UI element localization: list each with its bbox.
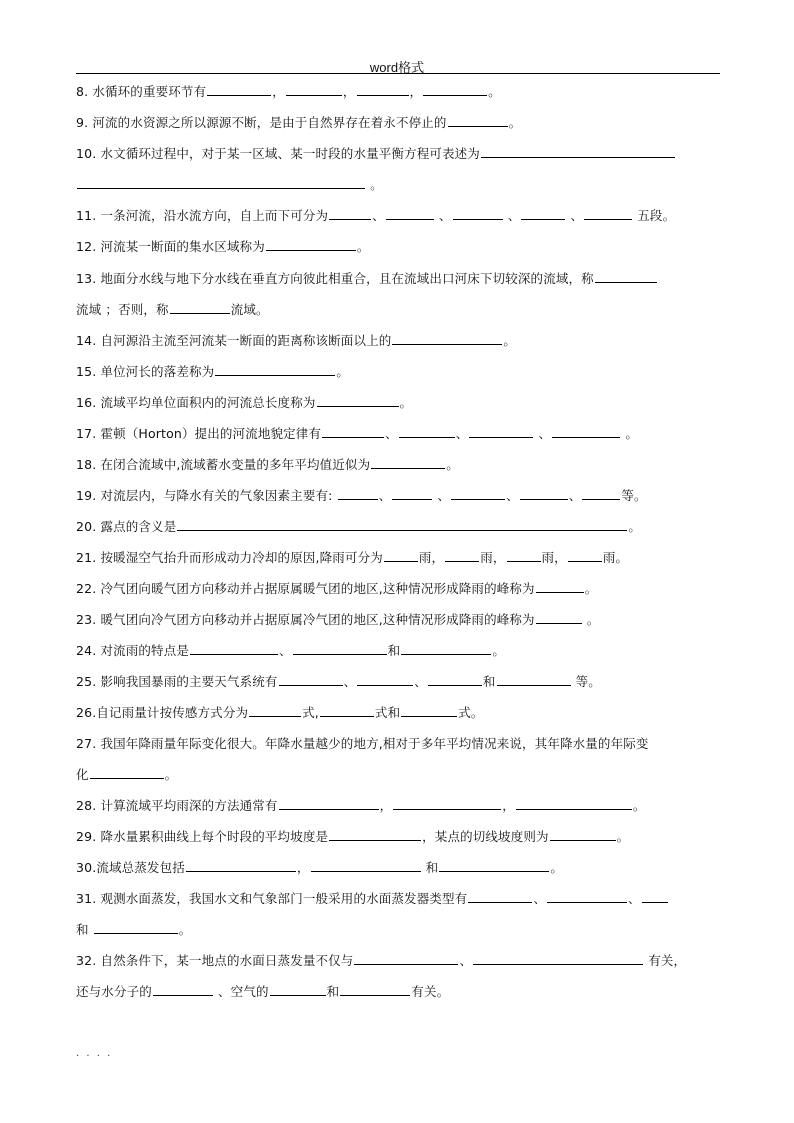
answer-blank[interactable] bbox=[320, 704, 374, 717]
question-text: 、 bbox=[433, 488, 451, 503]
answer-blank[interactable] bbox=[582, 487, 620, 500]
answer-blank[interactable] bbox=[516, 797, 632, 810]
answer-blank[interactable] bbox=[94, 921, 178, 934]
question-text: 雨。 bbox=[602, 550, 629, 565]
answer-blank[interactable] bbox=[329, 207, 371, 220]
question-text: 和 bbox=[387, 643, 401, 658]
answer-blank[interactable] bbox=[481, 145, 675, 158]
question-text: 有关， bbox=[644, 953, 687, 968]
question-text: 21. 按暖湿空气抬升而形成动力冷却的原因,降雨可分为 bbox=[76, 550, 383, 565]
question-line bbox=[76, 673, 720, 691]
question-text: 。 bbox=[503, 333, 517, 348]
question-text: 、 bbox=[627, 891, 641, 906]
question-text: 12. 河流某一断面的集水区域称为 bbox=[76, 239, 265, 254]
answer-blank[interactable] bbox=[153, 983, 213, 996]
question-line bbox=[76, 487, 720, 505]
question-text: ， bbox=[409, 84, 423, 99]
question-text: 32. 自然条件下，某一地点的水面日蒸发量不仅与 bbox=[76, 953, 354, 968]
question-text: 19. 对流层内，与降水有关的气象因素主要有: bbox=[76, 488, 337, 503]
question-text: 、 bbox=[459, 953, 473, 968]
answer-blank[interactable] bbox=[279, 797, 379, 810]
answer-blank[interactable] bbox=[399, 425, 455, 438]
question-text: 10. 水文循环过程中，对于某一区域、某一时段的水量平衡方程可表述为 bbox=[76, 146, 480, 161]
question-text: 30.流域总蒸发包括 bbox=[76, 860, 185, 875]
question-line bbox=[76, 83, 720, 101]
answer-blank[interactable] bbox=[595, 270, 657, 283]
question-line bbox=[76, 332, 720, 350]
answer-blank[interactable] bbox=[451, 487, 505, 500]
answer-blank[interactable] bbox=[357, 673, 413, 686]
question-text: 9. 河流的水资源之所以源源不断，是由于自然界存在着永不停止的 bbox=[76, 115, 447, 130]
answer-blank[interactable] bbox=[186, 859, 296, 872]
question-text: 。 bbox=[399, 395, 413, 410]
answer-blank[interactable] bbox=[354, 952, 458, 965]
answer-blank[interactable] bbox=[393, 797, 501, 810]
answer-blank[interactable] bbox=[423, 83, 487, 96]
question-text: 有关。 bbox=[411, 984, 450, 999]
answer-blank[interactable] bbox=[536, 611, 582, 624]
question-text: 和 bbox=[326, 984, 340, 999]
answer-blank[interactable] bbox=[520, 487, 568, 500]
question-text: 、 bbox=[343, 674, 357, 689]
answer-blank[interactable] bbox=[293, 642, 387, 655]
question-line bbox=[76, 797, 720, 815]
question-text: 14. 自河源沿主流至河流某一断面的距离称该断面以上的 bbox=[76, 333, 392, 348]
question-text: 。 bbox=[550, 860, 563, 875]
question-text: ， bbox=[272, 84, 285, 99]
question-text: 。 bbox=[628, 519, 642, 534]
question-text: 。 bbox=[366, 177, 383, 192]
question-text: 、 bbox=[534, 426, 552, 441]
question-line bbox=[76, 114, 720, 132]
question-text: 式和 bbox=[374, 705, 401, 720]
question-text: 、 bbox=[434, 208, 452, 223]
question-line bbox=[76, 207, 720, 225]
question-text: 、 bbox=[414, 674, 427, 689]
question-line bbox=[76, 642, 720, 660]
answer-blank[interactable] bbox=[270, 983, 326, 996]
question-text: 式。 bbox=[458, 705, 484, 720]
question-text: 17. 霍顿（Horton）提出的河流地貌定律有 bbox=[76, 426, 322, 441]
question-text: 。 bbox=[616, 829, 630, 844]
question-text: 28. 计算流域平均雨深的方法通常有 bbox=[76, 798, 278, 813]
answer-blank[interactable] bbox=[552, 425, 620, 438]
answer-blank[interactable] bbox=[584, 207, 632, 220]
question-text: 22. 冷气团向暖气团方向移动并占据原属暖气团的地区,这种情况形成降雨的峰称为 bbox=[76, 581, 535, 596]
question-line bbox=[76, 766, 720, 784]
question-line bbox=[76, 983, 720, 1001]
answer-blank[interactable] bbox=[469, 425, 533, 438]
answer-blank[interactable] bbox=[392, 332, 502, 345]
answer-blank[interactable] bbox=[453, 207, 503, 220]
question-text: 雨， bbox=[541, 550, 567, 565]
question-line bbox=[76, 735, 720, 753]
answer-blank[interactable] bbox=[317, 394, 399, 407]
answer-blank[interactable] bbox=[507, 549, 541, 562]
question-text: 18. 在闭合流域中,流域蓄水变量的多年平均值近似为 bbox=[76, 457, 371, 472]
question-text: 、 bbox=[506, 488, 519, 503]
question-line bbox=[76, 394, 720, 412]
question-text: ，某点的切线坡度则为 bbox=[422, 829, 549, 844]
question-text: ， bbox=[342, 84, 356, 99]
answer-blank[interactable] bbox=[311, 859, 421, 872]
answer-blank[interactable] bbox=[448, 114, 508, 127]
question-text: 。 bbox=[492, 643, 505, 658]
answer-blank[interactable] bbox=[384, 549, 418, 562]
question-text: 、 bbox=[566, 208, 584, 223]
question-text: 。 bbox=[508, 115, 522, 130]
page-footer-dots: . . . . bbox=[76, 1048, 113, 1059]
answer-blank[interactable] bbox=[550, 828, 616, 841]
answer-blank[interactable] bbox=[536, 580, 584, 593]
question-line bbox=[76, 145, 720, 163]
question-line bbox=[76, 238, 720, 256]
answer-blank[interactable] bbox=[340, 983, 410, 996]
question-text: 。 bbox=[164, 767, 178, 782]
question-line bbox=[76, 890, 720, 908]
answer-blank[interactable] bbox=[547, 890, 627, 903]
answer-blank[interactable] bbox=[90, 766, 164, 779]
header-divider bbox=[76, 73, 720, 74]
question-text: 。 bbox=[632, 798, 646, 813]
page-header-title: word格式 bbox=[369, 60, 425, 75]
answer-blank[interactable] bbox=[642, 890, 668, 903]
question-text: 、 bbox=[385, 426, 398, 441]
answer-blank[interactable] bbox=[473, 952, 643, 965]
question-line bbox=[76, 301, 720, 319]
question-text: 16. 流域平均单位面积内的河流总长度称为 bbox=[76, 395, 316, 410]
question-line bbox=[76, 518, 720, 536]
question-text: 13. 地面分水线与地下分水线在垂直方向彼此相重合，且在流域出口河床下切较深的流域，称 bbox=[76, 271, 594, 286]
question-text: 雨， bbox=[418, 550, 445, 565]
question-text: ， bbox=[379, 798, 393, 813]
question-line bbox=[76, 921, 720, 939]
question-text: 29. 降水量累积曲线上每个时段的平均坡度是 bbox=[76, 829, 329, 844]
answer-blank[interactable] bbox=[177, 518, 627, 531]
question-text: 和 bbox=[76, 922, 93, 937]
question-line bbox=[76, 580, 720, 598]
question-text: 23. 暖气团向冷气团方向移动并占据原属冷气团的地区,这种情况形成降雨的峰称为 bbox=[76, 612, 535, 627]
question-text: 26.自记雨量计按传感方式分为 bbox=[76, 705, 249, 720]
question-text: 24. 对流雨的特点是 bbox=[76, 643, 190, 658]
answer-blank[interactable] bbox=[568, 549, 602, 562]
question-line bbox=[76, 828, 720, 846]
question-text: 、 bbox=[279, 643, 292, 658]
answer-blank[interactable] bbox=[190, 642, 278, 655]
answer-blank[interactable] bbox=[322, 425, 384, 438]
answer-blank[interactable] bbox=[371, 456, 445, 469]
question-text: 还与水分子的 bbox=[76, 984, 152, 999]
question-line bbox=[76, 270, 720, 288]
answer-blank[interactable] bbox=[329, 828, 421, 841]
question-text: 20. 露点的含义是 bbox=[76, 519, 177, 534]
question-text: 。 bbox=[621, 426, 638, 441]
question-text: 。 bbox=[584, 581, 598, 596]
answer-blank[interactable] bbox=[215, 363, 335, 376]
answer-blank[interactable] bbox=[77, 176, 365, 189]
question-text: 流域 ；否则，称 bbox=[76, 302, 169, 317]
answer-blank[interactable] bbox=[401, 704, 457, 717]
question-line bbox=[76, 425, 720, 443]
answer-blank[interactable] bbox=[279, 673, 343, 686]
answer-blank[interactable] bbox=[392, 487, 432, 500]
question-text: 。 bbox=[488, 84, 501, 99]
question-text: 25. 影响我国暴雨的主要天气系统有 bbox=[76, 674, 278, 689]
question-line bbox=[76, 549, 720, 567]
question-line bbox=[76, 952, 720, 970]
question-text: ， bbox=[296, 860, 310, 875]
answer-blank[interactable] bbox=[386, 207, 434, 220]
question-line bbox=[76, 456, 720, 474]
answer-blank[interactable] bbox=[207, 83, 271, 96]
question-text: 。 bbox=[582, 612, 600, 627]
question-text: 雨， bbox=[480, 550, 506, 565]
question-text: 和 bbox=[482, 674, 496, 689]
question-text: ， bbox=[502, 798, 515, 813]
question-line bbox=[76, 859, 720, 877]
question-text: 五段。 bbox=[633, 208, 676, 223]
question-text: 。 bbox=[336, 364, 349, 379]
answer-blank[interactable] bbox=[445, 549, 479, 562]
question-text: 27. 我国年降雨量年际变化很大。年降水量越少的地方,相对于多年平均情况来说，其年降水量的年际变 bbox=[76, 736, 649, 751]
question-text: 、 bbox=[568, 488, 582, 503]
answer-blank[interactable] bbox=[338, 487, 378, 500]
question-text: 15. 单位河长的落差称为 bbox=[76, 364, 215, 379]
answer-blank[interactable] bbox=[468, 890, 532, 903]
question-text: 31. 观测水面蒸发，我国水文和气象部门一般采用的水面蒸发器类型有 bbox=[76, 891, 468, 906]
answer-blank[interactable] bbox=[286, 83, 342, 96]
question-text: 。 bbox=[356, 239, 370, 254]
question-text: 8. 水循环的重要环节有 bbox=[76, 84, 207, 99]
answer-blank[interactable] bbox=[401, 642, 491, 655]
answer-blank[interactable] bbox=[521, 207, 565, 220]
question-text: 11. 一条河流，沿水流方向，自上而下可分为 bbox=[76, 208, 329, 223]
question-text: 、 bbox=[503, 208, 521, 223]
answer-blank[interactable] bbox=[170, 301, 230, 314]
question-text: 、空气的 bbox=[213, 984, 269, 999]
answer-blank[interactable] bbox=[497, 673, 571, 686]
question-text: 。 bbox=[178, 922, 192, 937]
answer-blank[interactable] bbox=[439, 859, 549, 872]
question-text: 流域。 bbox=[230, 302, 269, 317]
question-text: 和 bbox=[421, 860, 439, 875]
question-line bbox=[76, 611, 720, 629]
answer-blank[interactable] bbox=[428, 673, 482, 686]
question-text: 等。 bbox=[571, 674, 601, 689]
question-line bbox=[76, 704, 720, 722]
question-text: 、 bbox=[455, 426, 469, 441]
question-text: 等。 bbox=[621, 488, 647, 503]
answer-blank[interactable] bbox=[249, 704, 301, 717]
question-line bbox=[76, 176, 720, 194]
question-text: 。 bbox=[446, 457, 459, 472]
question-text: 、 bbox=[372, 208, 385, 223]
question-line bbox=[76, 363, 720, 381]
question-text: 化 bbox=[76, 767, 89, 782]
answer-blank[interactable] bbox=[357, 83, 409, 96]
question-text: 式, bbox=[302, 705, 319, 720]
question-text: 、 bbox=[378, 488, 392, 503]
answer-blank[interactable] bbox=[266, 238, 356, 251]
question-text: 、 bbox=[533, 891, 546, 906]
